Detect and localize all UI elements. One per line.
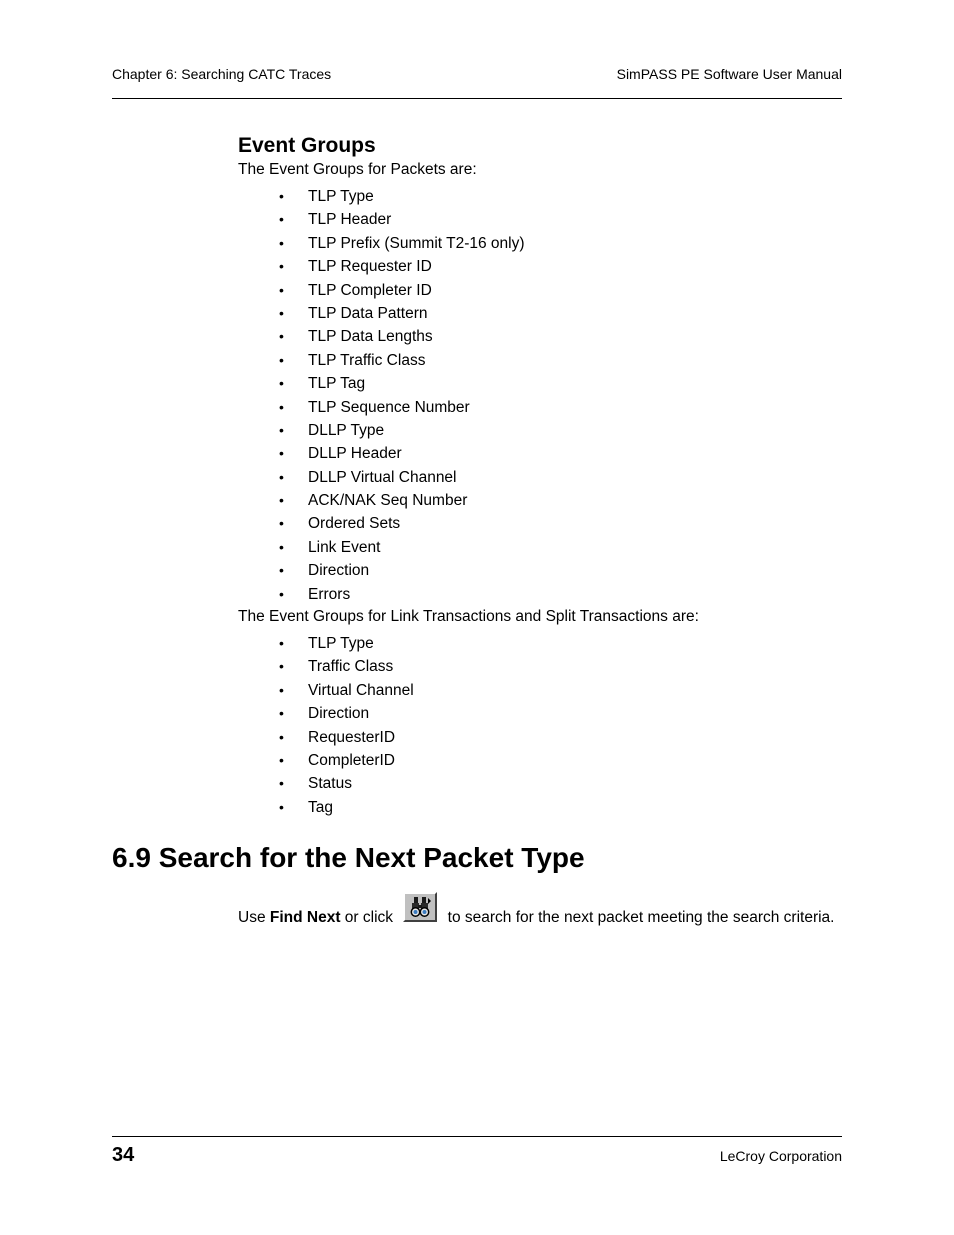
packet-event-groups-list — [238, 185, 525, 606]
find-next-instruction — [238, 892, 834, 928]
running-header-chapter: Chapter 6: Searching CATC Traces — [112, 66, 332, 82]
list-item: • DLLP Virtual Channel — [238, 466, 525, 489]
list-item: • Direction — [238, 559, 525, 582]
list-item: • Ordered Sets — [238, 512, 525, 535]
list-item: • RequesterID — [238, 726, 414, 749]
list-item: • TLP Type — [238, 185, 525, 208]
list-item: • TLP Requester ID — [238, 255, 525, 278]
list-item: • TLP Sequence Number — [238, 396, 525, 419]
list-item: • Errors — [238, 583, 525, 606]
list-item: • CompleterID — [238, 749, 414, 772]
list-item: • TLP Data Lengths — [238, 325, 525, 348]
list-item: • TLP Data Pattern — [238, 302, 525, 325]
list-item: • ACK/NAK Seq Number — [238, 489, 525, 512]
list-item: • Tag — [238, 796, 414, 819]
list-item: • Direction — [238, 702, 414, 725]
list-item: • DLLP Type — [238, 419, 525, 442]
transactions-intro: The Event Groups for Link Transactions and Split Transactions are: — [238, 608, 699, 625]
list-item: • TLP Tag — [238, 372, 525, 395]
list-item: • Status — [238, 772, 414, 795]
list-item: • Virtual Channel — [238, 679, 414, 702]
find-next-button[interactable] — [403, 892, 437, 922]
find-next-label: Find Next — [269, 909, 341, 926]
binoculars-icon — [408, 896, 432, 918]
list-item: • TLP Traffic Class — [238, 349, 525, 372]
running-header-manual-title: SimPASS PE Software User Manual — [616, 66, 842, 82]
header-divider — [112, 98, 842, 99]
list-item: • Traffic Class — [238, 655, 414, 678]
list-item: • TLP Header — [238, 208, 525, 231]
packets-intro: The Event Groups for Packets are: — [238, 161, 477, 178]
section-heading: 6.9 Search for the Next Packet Type — [112, 842, 585, 873]
transaction-event-groups-list — [238, 632, 414, 819]
use-text: Use — [238, 909, 270, 926]
page-number: 34 — [112, 1144, 135, 1166]
list-item: • TLP Completer ID — [238, 279, 525, 302]
list-item: • TLP Prefix (Summit T2-16 only) — [238, 232, 525, 255]
list-item: • DLLP Header — [238, 442, 525, 465]
or-click-text: or click — [340, 909, 398, 926]
after-icon-text: to search for the next packet meeting the search criteria. — [443, 909, 835, 926]
footer-company: LeCroy Corporation — [719, 1148, 842, 1164]
event-groups-heading: Event Groups — [238, 134, 376, 157]
footer-divider — [112, 1136, 842, 1137]
list-item: • Link Event — [238, 536, 525, 559]
list-item: • TLP Type — [238, 632, 414, 655]
